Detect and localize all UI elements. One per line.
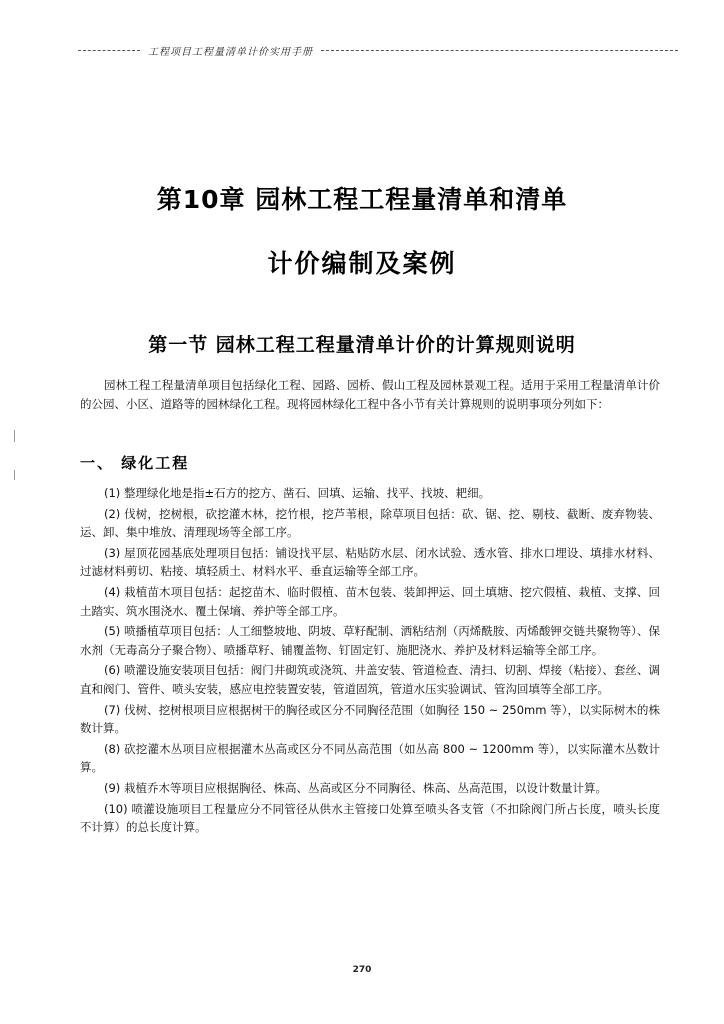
scan-mark <box>14 470 15 480</box>
list-item: (1) 整理绿化地是指±石方的挖方、凿石、回填、运输、找平、找坡、耙细。 <box>104 486 491 500</box>
list-item: (3) 屋顶花园基底处理项目包括：铺设找平层、粘贴防水层、闭水试验、透水管、排水口埋设、填排水材料、过滤材料剪切、粘接、填轻质土、材料水平、垂直运输等全部工序。 <box>80 545 660 579</box>
chapter-title-line1: 第10章 园林工程工程量清单和清单 <box>156 185 568 214</box>
subsection-title: 一、 绿化工程 <box>80 454 190 472</box>
list-item: (9) 栽植乔木等项目应根据胸径、株高、丛高或区分不同胸径、株高、丛高范围，以设计数量计算。 <box>104 780 607 795</box>
header-rule-left <box>78 50 140 51</box>
list-item: (4) 栽植苗木项目包括：起挖苗木、临时假植、苗木包装、装卸押运、回土填塘、挖穴假植、栽植、支撑、回土踏实、筑水围浇水、覆土保墒、养护等全部工序。 <box>80 584 660 618</box>
list-item: (10) 喷灌设施项目工程量应分不同管径从供水主管接口处算至喷头各支管（不扣除阀门所占长度，喷头长度不计算）的总长度计算。 <box>80 801 660 835</box>
list-item: (8) 砍挖灌木丛项目应根据灌木丛高或区分不同丛高范围（如丛高 800 ~ 1200mm 等），以实际灌木丛数计算。 <box>80 741 660 775</box>
list-item: (7) 伐树、挖树根项目应根据树干的胸径或区分不同胸径范围（如胸径 150 ~ 250mm 等），以实际树木的株数计算。 <box>80 702 660 736</box>
intro-paragraph: 园林工程工程量清单项目包括绿化工程、园路、园桥、假山工程及园林景观工程。适用于采用工程量清单计价的公园、小区、道路等的园林绿化工程。现将园林绿化工程中各小节有关计算规则的说明事项分列如下： <box>80 378 660 411</box>
running-title: 工程项目工程量清单计价实用手册 <box>148 46 313 58</box>
chapter-title-line2: 计价编制及案例 <box>267 249 457 278</box>
page-number: 270 <box>352 965 372 975</box>
section-title: 第一节 园林工程工程量清单计价的计算规则说明 <box>148 334 576 356</box>
item-list <box>80 484 660 839</box>
list-item: (2) 伐树，挖树根，砍挖灌木林，挖竹根，挖芦苇根，除草项目包括：砍、锯、挖、剔枝、截断、废弃物装、运、卸、集中堆放、清理现场等全部工序。 <box>80 506 660 540</box>
header-rule-right <box>321 50 678 51</box>
running-header <box>78 42 678 58</box>
list-item: (5) 喷播植草项目包括：人工细整坡地、阴坡、草籽配制、洒粘结剂（丙烯酰胺、丙烯酸钾交链共聚物等）、保水剂（无毒高分子聚合物）、喷播草籽、铺覆盖物、钉固定钉、施肥浇水、养护及材料运输等全部工序。 <box>80 624 660 657</box>
scan-mark <box>14 430 15 442</box>
list-item: (6) 喷灌设施安装项目包括：阀门井砌筑或浇筑、井盖安装、管道检查、清扫、切割、焊接（粘接）、套丝、调直和阀门、管件、喷头安装，感应电控装置安装，管道固筑，管道水压实验调试、管沟回填等全部工序。 <box>80 663 660 696</box>
